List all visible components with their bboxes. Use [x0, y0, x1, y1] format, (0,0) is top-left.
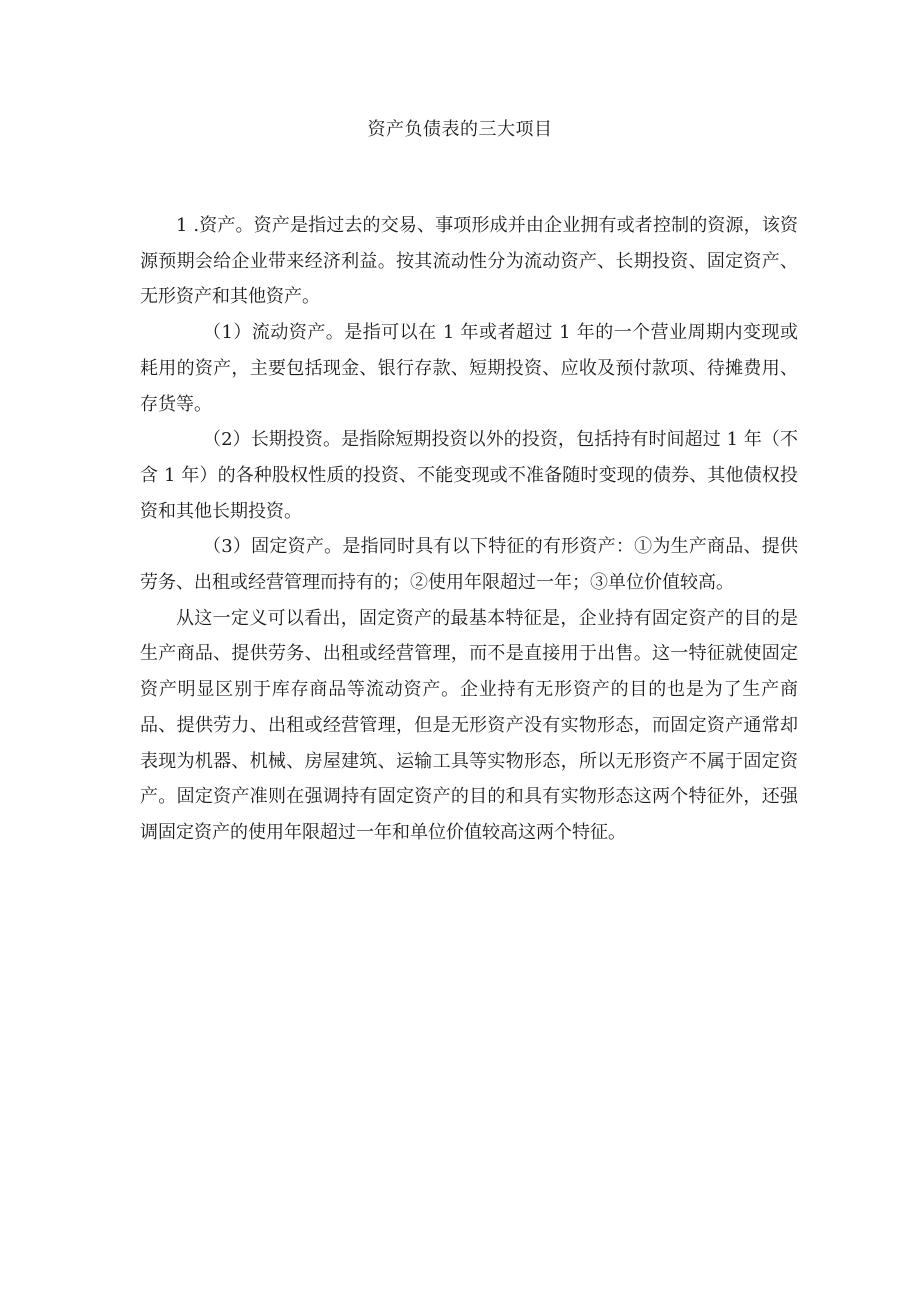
paragraph-fixed-assets: （3）固定资产。是指同时具有以下特征的有形资产：①为生产商品、提供劳务、出租或经营管理而持有的；②使用年限超过一年；③单位价值较高。	[140, 536, 798, 594]
document-title: 资产负债表的三大项目	[367, 119, 553, 140]
paragraph-fixed-assets-explanation: 从这一定义可以看出，固定资产的最基本特征是，企业持有固定资产的目的是生产商品、提供劳务、出租或经营管理，而不是直接用于出售。这一特征就使固定资产明显区别于库存商品等流动资产。企业持有无形资产的目的也是为了生产商品、提供劳力、出租或经营管理，但是无形资产没有实物形态，而固定资产通常却表现为机器、机械、房屋建筑、运输工具等实物形态，所以无形资产不属于固定资产。固定资产准则在强调持有固定资产的目的和具有实物形态这两个特征外，还强调固定资产的使用年限超过一年和单位价值较高这两个特征。	[140, 607, 798, 843]
document-body	[140, 208, 798, 851]
paragraph-assets-definition: 1 .资产。资产是指过去的交易、事项形成并由企业拥有或者控制的资源，该资源预期会给企业带来经济利益。按其流动性分为流动资产、长期投资、固定资产、无形资产和其他资产。	[140, 215, 798, 308]
paragraph-long-term-investment: （2）长期投资。是指除短期投资以外的投资，包括持有时间超过 1 年（不含 1 年）的各种股权性质的投资、不能变现或不准备随时变现的债券、其他债权投资和其他长期投资。	[140, 429, 798, 522]
paragraph-current-assets: （1）流动资产。是指可以在 1 年或者超过 1 年的一个营业周期内变现或耗用的资产，主要包括现金、银行存款、短期投资、应收及预付款项、待摊费用、存货等。	[140, 322, 798, 415]
